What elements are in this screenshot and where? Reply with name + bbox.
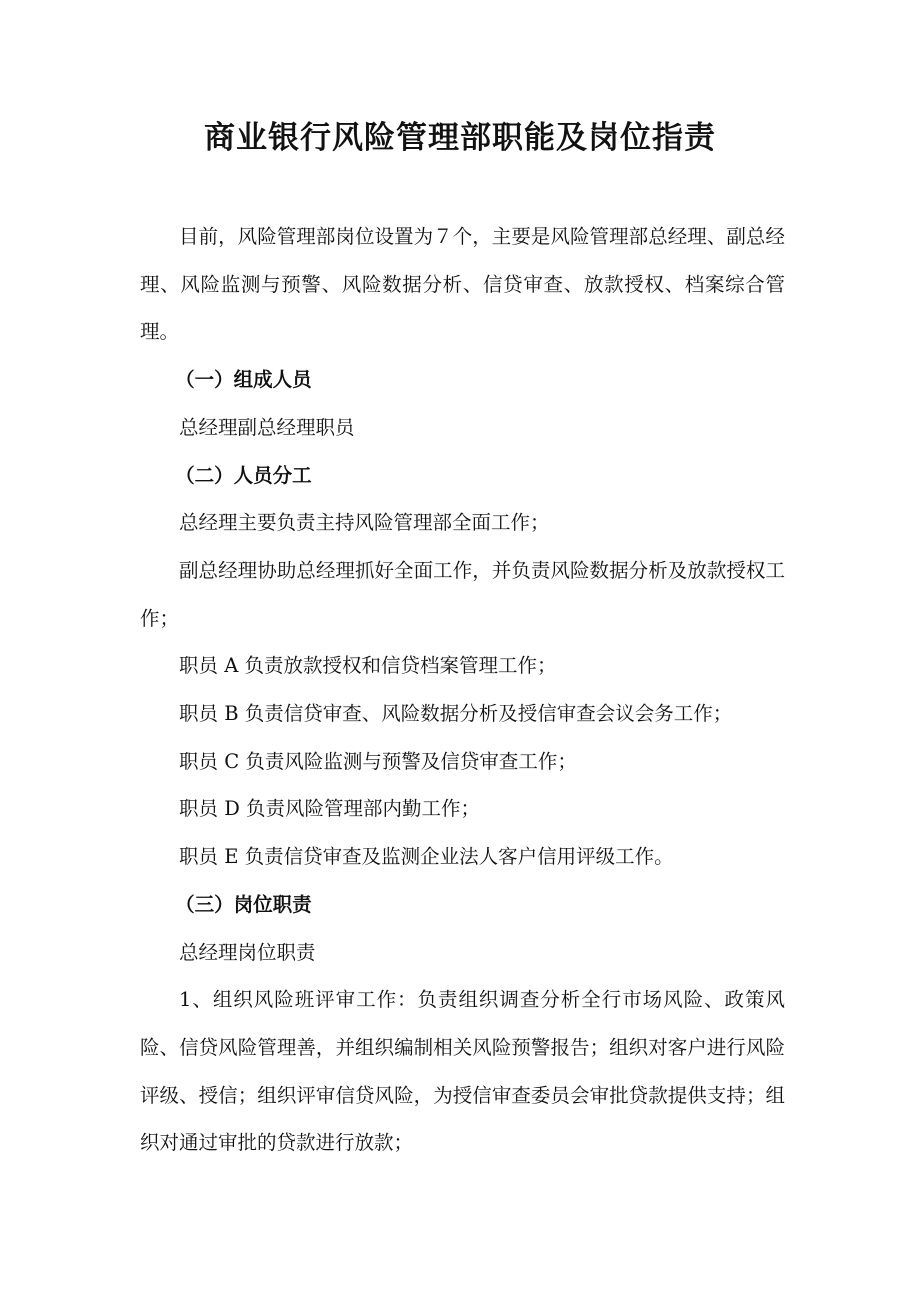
duties-paragraph: 1、组织风险班评审工作：负责组织调查分析全行市场风险、政策风险、信贷风险管理善，并组织编制相关风险预警报告；组织对客户进行风险评级、授信；组织评审信贷风险，为授信审查委员会审批贷款提供支持；组织对通过审批的贷款进行放款； (140, 988, 785, 1155)
document-body (140, 213, 785, 1167)
division-paragraph: 职员 E 负责信贷审查及监测企业法人客户信用评级工作。 (179, 845, 674, 869)
division-paragraph: 副总经理协助总经理抓好全面工作，并负责风险数据分析及放款授权工作； (140, 558, 785, 630)
section-heading-members: （一）组成人员 (175, 368, 312, 392)
division-paragraph: 职员 D 负责风险管理部内勤工作； (179, 797, 481, 821)
intro-paragraph: 目前，风险管理部岗位设置为７个，主要是风险管理部总经理、副总经理、风险监测与预警、风险数据分析、信贷审查、放款授权、档案综合管理。 (140, 225, 785, 344)
document-title: 商业银行风险管理部职能及岗位指责 (204, 120, 716, 156)
section-heading-duties: （三）岗位职责 (175, 892, 312, 916)
duties-paragraph: 总经理岗位职责 (179, 940, 316, 964)
division-paragraph: 总经理主要负责主持风险管理部全面工作； (179, 511, 550, 535)
division-paragraph: 职员 A 负责放款授权和信贷档案管理工作； (179, 654, 557, 678)
division-paragraph: 职员 C 负责风险监测与预警及信贷审查工作； (179, 749, 577, 773)
division-paragraph: 职员 B 负责信贷审查、风险数据分析及授信审查会议会务工作； (179, 702, 733, 726)
members-paragraph: 总经理副总经理职员 (179, 415, 355, 439)
section-heading-division: （二）人员分工 (175, 463, 312, 487)
